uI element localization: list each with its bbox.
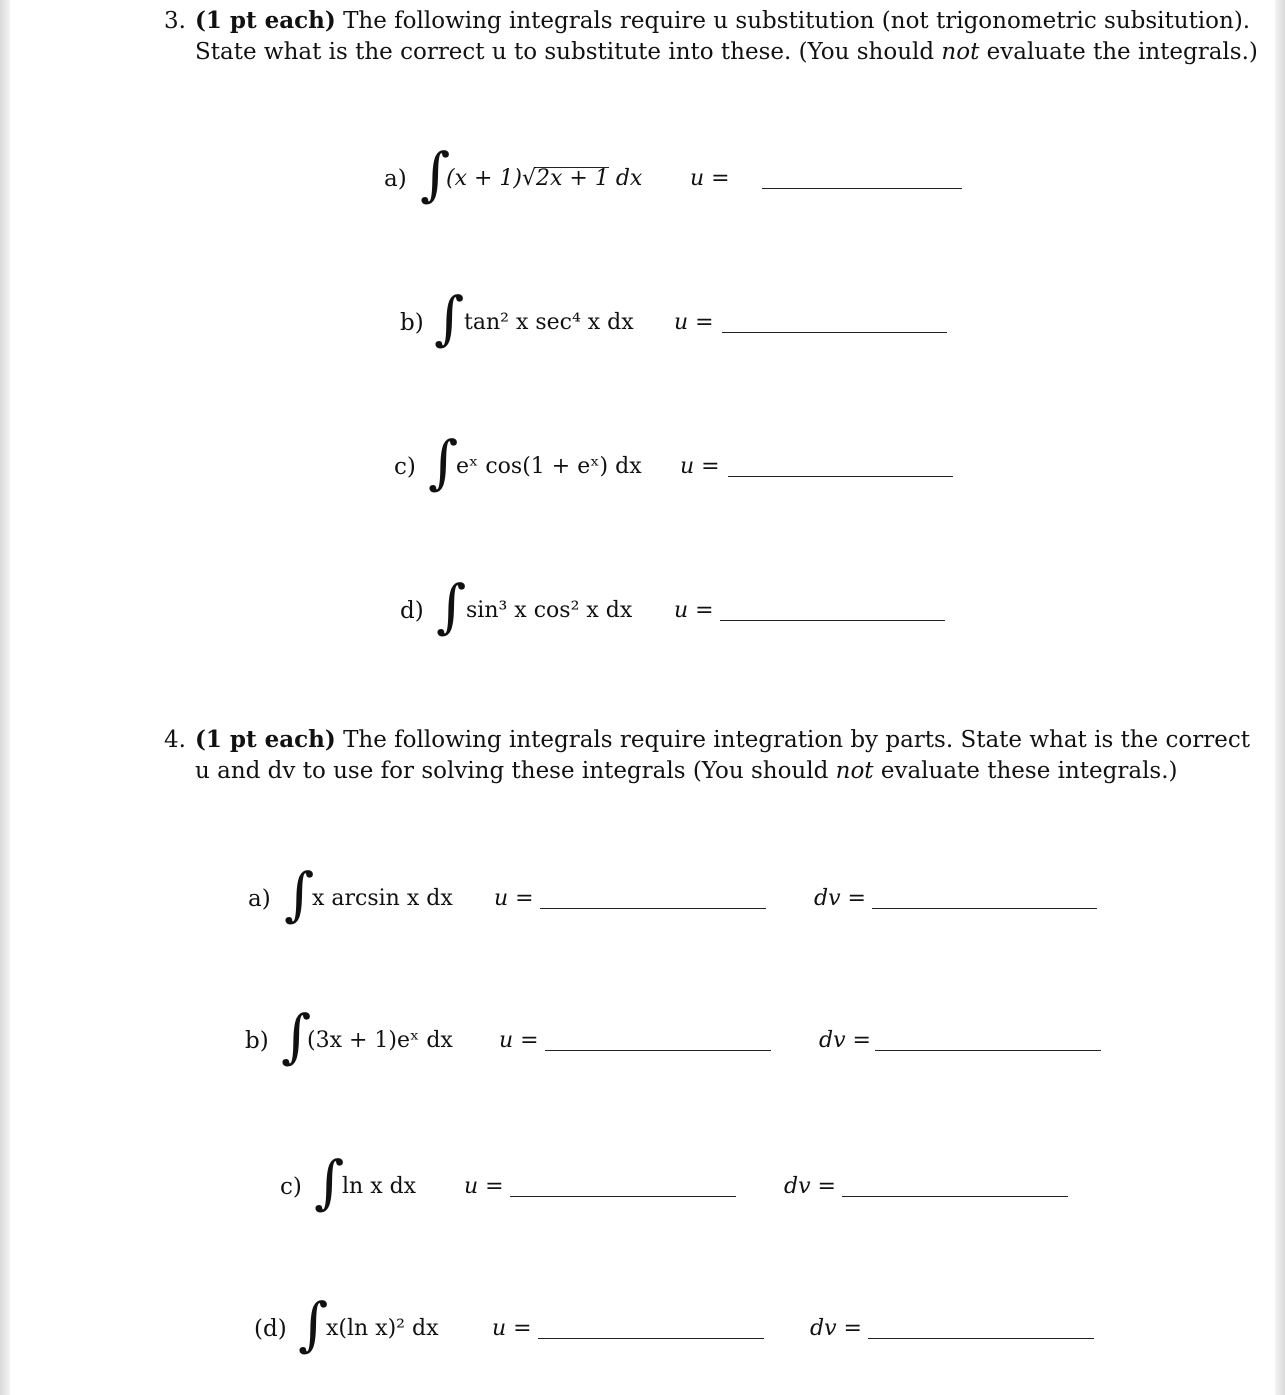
answer-dv-blank[interactable] (868, 1338, 1094, 1339)
answer-u-label: u = (690, 166, 730, 191)
integral-sign: ∫ (428, 428, 459, 496)
question-3 (164, 5, 1258, 68)
question-3-text-2a: State what is the correct u to substitute into these. (You should (195, 39, 942, 65)
question-4-text-2b: evaluate these integrals.) (873, 758, 1178, 784)
integrand: tan² x sec⁴ x dx (464, 310, 634, 335)
question-4-text-2a: u and dv to use for solving these integrals (You should (195, 758, 836, 784)
question-3-text-1: The following integrals require u substitution (not trigonometric subsitution). (343, 8, 1251, 34)
question-3-not: not (941, 39, 980, 65)
answer-u-label: u = (674, 598, 714, 623)
integrand: sin³ x cos² x dx (466, 598, 633, 623)
question-4-number: 4. (164, 727, 186, 753)
problem-3b (400, 284, 1000, 352)
integrand-suffix: dx (608, 166, 643, 191)
integrand (446, 166, 642, 191)
answer-u-blank[interactable] (720, 620, 945, 621)
answer-dv-label: dv = (819, 1028, 871, 1053)
problem-3c (394, 428, 994, 496)
question-3-number: 3. (164, 8, 186, 34)
problem-3a (384, 140, 984, 208)
radicand: 2x + 1 (536, 166, 609, 191)
integral-sign: ∫ (434, 284, 465, 352)
question-4-text-1: The following integrals require integration by parts. State what is the correct (343, 727, 1250, 753)
question-4-line-2 (164, 756, 1178, 787)
problem-label: c) (394, 454, 416, 480)
answer-dv-blank[interactable] (872, 908, 1097, 909)
page-left-edge (0, 0, 10, 1395)
answer-u-blank[interactable] (728, 476, 953, 477)
question-4 (164, 724, 1250, 787)
page-right-edge (1275, 0, 1285, 1395)
problem-label: b) (245, 1028, 269, 1054)
answer-dv-blank[interactable] (842, 1196, 1068, 1197)
integrand: (3x + 1)eˣ dx (307, 1028, 453, 1053)
integral-sign: ∫ (420, 140, 451, 208)
answer-u-blank[interactable] (510, 1196, 736, 1197)
answer-u-label: u = (674, 310, 714, 335)
question-4-line-1 (164, 724, 1250, 756)
integral-sign: ∫ (284, 860, 315, 928)
answer-u-label: u = (680, 454, 720, 479)
problem-4d (254, 1290, 1134, 1358)
integral-sign: ∫ (436, 572, 467, 640)
integrand: x arcsin x dx (312, 886, 453, 911)
integrand: ln x dx (342, 1174, 417, 1199)
answer-u-label: u = (499, 1028, 539, 1053)
answer-u-blank[interactable] (545, 1050, 771, 1051)
problem-4b (245, 1002, 1125, 1070)
problem-label: d) (400, 598, 424, 624)
problem-label: (d) (254, 1316, 287, 1342)
question-3-points: (1 pt each) (195, 7, 336, 34)
problem-label: b) (400, 310, 424, 336)
question-3-line-2 (164, 37, 1258, 68)
answer-dv-blank[interactable] (875, 1050, 1101, 1051)
problem-label: a) (384, 166, 407, 192)
answer-u-label: u = (494, 886, 534, 911)
answer-u-blank[interactable] (540, 908, 766, 909)
integrand: x(ln x)² dx (326, 1316, 439, 1341)
answer-dv-label: dv = (784, 1174, 836, 1199)
problem-3d (400, 572, 1000, 640)
integral-sign: ∫ (281, 1002, 312, 1070)
question-4-points: (1 pt each) (195, 726, 336, 753)
integrand: eˣ cos(1 + eˣ) dx (456, 454, 642, 479)
integrand-prefix: (x + 1)√ (446, 166, 537, 191)
integral-sign: ∫ (298, 1290, 329, 1358)
question-4-not: not (835, 758, 874, 784)
problem-4a (248, 860, 1128, 928)
problem-label: c) (280, 1174, 302, 1200)
problem-4c (280, 1148, 1160, 1216)
answer-u-blank[interactable] (762, 188, 962, 189)
answer-u-blank[interactable] (538, 1338, 764, 1339)
problem-label: a) (248, 886, 271, 912)
answer-dv-label: dv = (814, 886, 866, 911)
answer-dv-label: dv = (810, 1316, 862, 1341)
integral-sign: ∫ (314, 1148, 345, 1216)
question-3-text-2b: evaluate the integrals.) (979, 39, 1258, 65)
answer-u-label: u = (464, 1174, 504, 1199)
question-3-line-1 (164, 5, 1251, 37)
answer-u-label: u = (492, 1316, 532, 1341)
answer-u-blank[interactable] (722, 332, 947, 333)
